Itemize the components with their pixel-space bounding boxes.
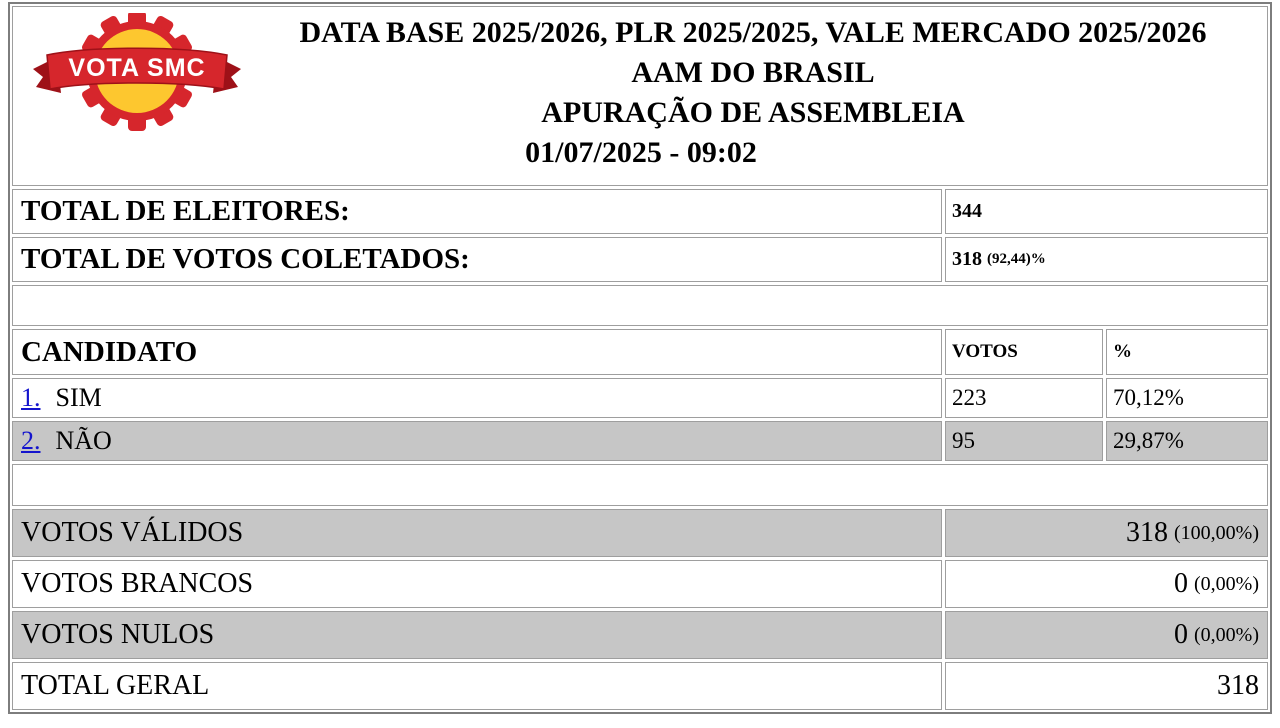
votos-brancos-number: 0 [1174,568,1189,599]
title-line-3: APURAÇÃO DE ASSEMBLEIA [541,96,965,129]
candidate-name-cell [12,421,942,461]
candidate-percent: 70,12% [1106,378,1268,418]
vota-smc-logo [31,13,243,133]
candidate-votes: 95 [945,421,1103,461]
total-coletados-row [12,237,1268,282]
percent-column-header: % [1106,329,1268,375]
total-geral-number: 318 [1217,670,1259,701]
votos-brancos-percent: (0,00%) [1194,572,1259,595]
candidate-1-link[interactable]: 1. [21,383,41,412]
total-geral-label: TOTAL GERAL [12,662,942,710]
spacer-cell [12,464,1268,506]
candidato-column-header: CANDIDATO [12,329,942,375]
title-line-1: DATA BASE 2025/2026, PLR 2025/2025, VALE MERCADO 2025/2026 [299,16,1207,49]
votos-validos-label: VOTOS VÁLIDOS [12,509,942,557]
candidate-name-cell [12,378,942,418]
total-eleitores-number: 344 [952,200,982,222]
total-geral-value [945,662,1268,710]
total-coletados-value [945,237,1268,282]
total-coletados-percent: (92,44)% [987,251,1046,267]
candidate-row-nao [12,421,1268,461]
total-coletados-label: TOTAL DE VOTOS COLETADOS: [12,237,942,282]
report-header [12,6,1268,186]
votos-validos-number: 318 [1126,517,1169,548]
candidate-name: SIM [55,383,102,412]
title-line-2: AAM DO BRASIL [631,56,875,89]
candidate-header-row [12,329,1268,375]
candidate-row-sim [12,378,1268,418]
total-eleitores-value [945,189,1268,234]
votos-brancos-row [12,560,1268,608]
total-coletados-number: 318 [952,248,982,270]
total-eleitores-row [12,189,1268,234]
votos-nulos-number: 0 [1174,619,1189,650]
votos-nulos-percent: (0,00%) [1194,623,1259,646]
votos-validos-row [12,509,1268,557]
candidate-name: NÃO [55,426,112,455]
gear-ribbon-logo-icon [31,13,243,133]
votos-nulos-value [945,611,1268,659]
votos-validos-value [945,509,1268,557]
logo-text: VOTA SMC [68,54,206,82]
spacer-row [12,285,1268,326]
votos-column-header: VOTOS [945,329,1103,375]
spacer-cell [12,285,1268,326]
votos-nulos-row [12,611,1268,659]
candidate-votes: 223 [945,378,1103,418]
votos-brancos-label: VOTOS BRANCOS [12,560,942,608]
votos-brancos-value [945,560,1268,608]
title-line-date: 01/07/2025 - 09:02 [525,136,757,169]
candidate-2-link[interactable]: 2. [21,426,41,455]
results-report [8,2,1272,714]
total-geral-row [12,662,1268,710]
votos-nulos-label: VOTOS NULOS [12,611,942,659]
spacer-row [12,464,1268,506]
total-eleitores-label: TOTAL DE ELEITORES: [12,189,942,234]
votos-validos-percent: (100,00%) [1174,521,1259,544]
candidate-percent: 29,87% [1106,421,1268,461]
